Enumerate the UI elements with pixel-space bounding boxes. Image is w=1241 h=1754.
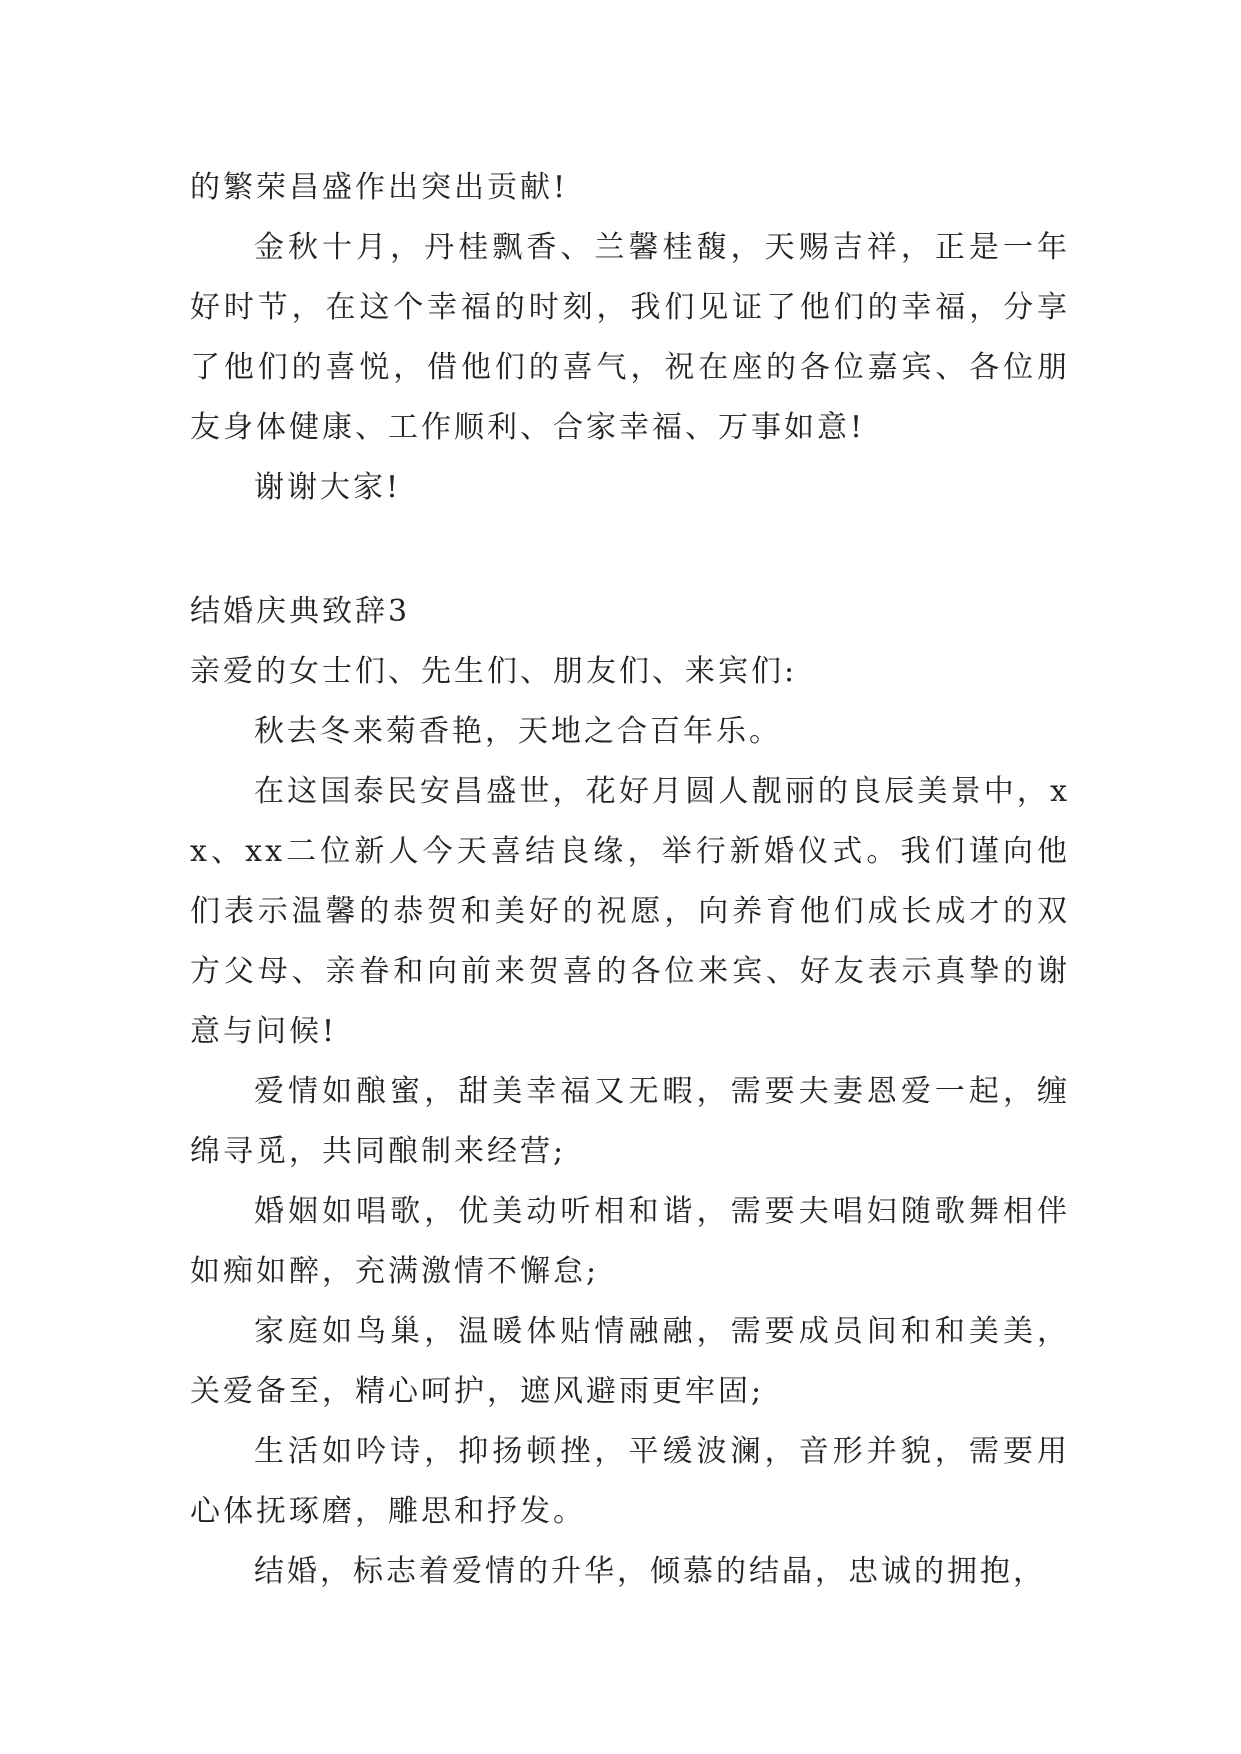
- salutation: 亲爱的女士们、先生们、朋友们、来宾们:: [190, 654, 798, 689]
- document-body: [190, 158, 1070, 1602]
- paragraph-6: 秋去冬来菊香艳，天地之合百年乐。: [254, 714, 782, 749]
- paragraph-10: 家庭如鸟巢，温暖体贴情融融，需要成员间和和美美，关爱备至，精心呵护，遮风避雨更牢固;: [190, 1314, 1070, 1409]
- paragraph-11: 生活如吟诗，抑扬顿挫，平缓波澜，音形并貌，需要用心体抚琢磨，雕思和抒发。: [190, 1434, 1070, 1529]
- paragraph-3: 谢谢大家!: [254, 470, 402, 505]
- paragraph-1: 的繁荣昌盛作出突出贡献!: [190, 170, 569, 205]
- paragraph-9: 婚姻如唱歌，优美动听相和谐，需要夫唱妇随歌舞相伴如痴如醉，充满激情不懈怠;: [190, 1194, 1070, 1289]
- paragraph-8: 爱情如酿蜜，甜美幸福又无暇，需要夫妻恩爱一起，缠绵寻觅，共同酿制来经营;: [190, 1074, 1070, 1169]
- section-title: 结婚庆典致辞3: [190, 594, 411, 629]
- section-gap: [190, 518, 1070, 582]
- paragraph-7: 在这国泰民安昌盛世，花好月圆人靓丽的良辰美景中，xx、xx二位新人今天喜结良缘，举行新婚仪式。我们谨向他们表示温馨的恭贺和美好的祝愿，向养育他们成长成才的双方父母、亲眷和向前来贺喜的各位来宾、好友表示真挚的谢意与问候!: [190, 774, 1070, 1049]
- paragraph-2: 金秋十月，丹桂飘香、兰馨桂馥，天赐吉祥，正是一年好时节，在这个幸福的时刻，我们见证了他们的幸福，分享了他们的喜悦，借他们的喜气，祝在座的各位嘉宾、各位朋友身体健康、工作顺利、合家幸福、万事如意!: [190, 230, 1070, 445]
- paragraph-12: 结婚，标志着爱情的升华，倾慕的结晶，忠诚的拥抱，: [254, 1554, 1046, 1589]
